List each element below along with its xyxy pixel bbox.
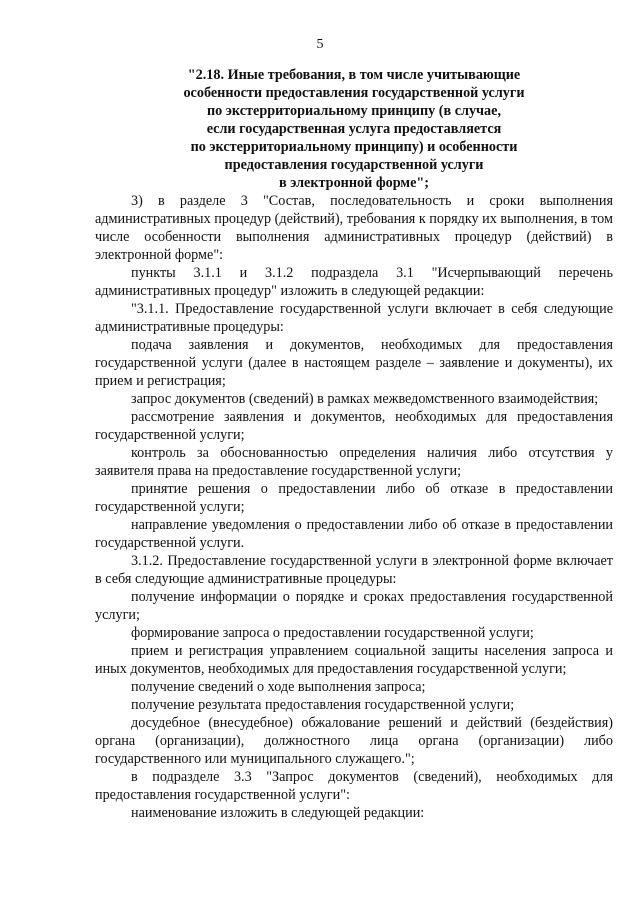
paragraph: направление уведомления о предоставлении либо об отказе в предоставлении государственной услуги.: [95, 517, 613, 551]
heading-line: предоставления государственной услуги: [224, 157, 484, 173]
paragraph: пункты 3.1.1 и 3.1.2 подраздела 3.1 "Исчерпывающий перечень административных процедур" изложить в следующей редакции:: [95, 265, 613, 299]
paragraph: в подразделе 3.3 "Запрос документов (сведений), необходимых для предоставления государственной услуги":: [95, 769, 613, 803]
heading-line: особенности предоставления государственной услуги: [183, 85, 525, 101]
paragraph: получение сведений о ходе выполнения запроса;: [131, 679, 426, 695]
document-body: [95, 66, 613, 822]
heading-line: по экстерриториальному принципу) и особенности: [190, 139, 518, 155]
heading-line: если государственная услуга предоставляется: [206, 121, 502, 137]
paragraph: подача заявления и документов, необходимых для предоставления государственной услуги (далее в настоящем разделе – заявление и документы), их прием и регистрация;: [95, 337, 613, 389]
heading-line: "2.18. Иные требования, в том числе учитывающие: [187, 67, 521, 83]
paragraph: наименование изложить в следующей редакции:: [131, 805, 425, 821]
paragraph: получение результата предоставления государственной услуги;: [131, 697, 515, 713]
paragraph: 3.1.2. Предоставление государственной услуги в электронной форме включает в себя следующие административные процедуры:: [95, 553, 613, 587]
page-number: 5: [316, 37, 324, 52]
paragraph: формирование запроса о предоставлении государственной услуги;: [131, 625, 534, 641]
section-heading: [95, 66, 613, 192]
paragraph: "3.1.1. Предоставление государственной услуги включает в себя следующие административные процедуры:: [95, 301, 613, 335]
paragraph: получение информации о порядке и сроках предоставления государственной услуги;: [95, 589, 613, 623]
paragraph: запрос документов (сведений) в рамках межведомственного взаимодействия;: [131, 391, 599, 407]
paragraph: рассмотрение заявления и документов, необходимых для предоставления государственной услуги;: [95, 409, 613, 443]
paragraph: досудебное (внесудебное) обжалование решений и действий (бездействия) органа (организации), должностного лица органа (организации) либо государственного или муниципального служащего.";: [95, 715, 613, 767]
paragraph: прием и регистрация управлением социальной защиты населения запроса и иных документов, необходимых для предоставления государственной услуги;: [95, 643, 613, 677]
heading-line: в электронной форме";: [279, 175, 429, 191]
paragraph: 3) в разделе 3 "Состав, последовательность и сроки выполнения административных процедур (действий), требования к порядку их выполнения, в том числе особенности выполнения административных процедур (действий) в электронной форме":: [95, 193, 613, 263]
paragraph: контроль за обоснованностью определения наличия либо отсутствия у заявителя права на предоставление государственной услуги;: [95, 445, 613, 479]
heading-line: по экстерриториальному принципу (в случае,: [206, 103, 501, 119]
paragraph: принятие решения о предоставлении либо об отказе в предоставлении государственной услуги;: [95, 481, 613, 515]
